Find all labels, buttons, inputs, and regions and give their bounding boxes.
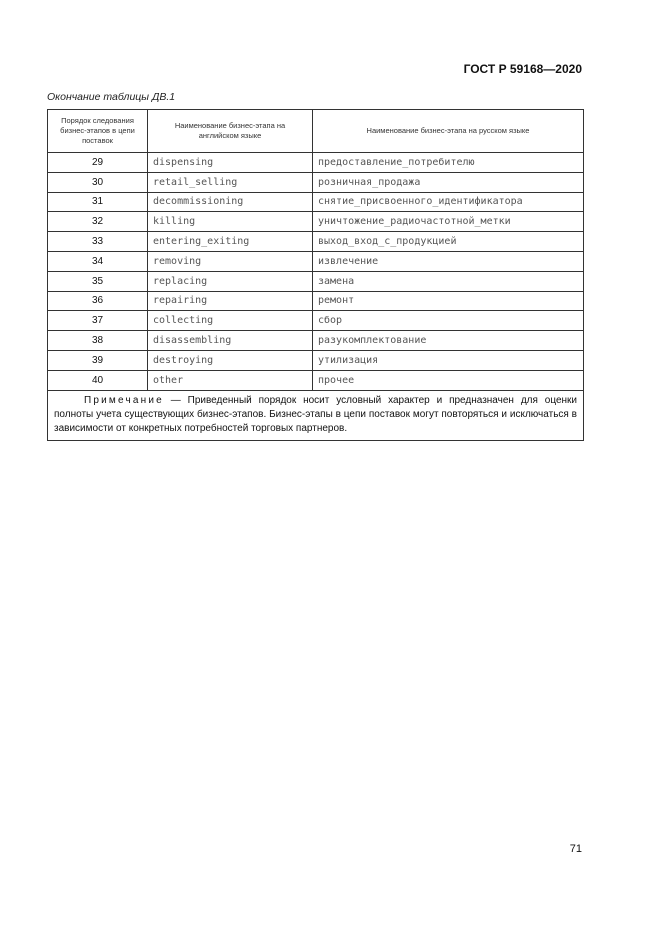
row-russian-name-cell: прочее (313, 370, 584, 390)
row-order-cell: 34 (48, 251, 148, 271)
row-english-name-cell: replacing (148, 271, 313, 291)
row-russian-name-cell: розничная_продажа (313, 172, 584, 192)
row-order-cell: 29 (48, 153, 148, 173)
row-order-cell: 30 (48, 172, 148, 192)
row-russian-name-cell: снятие_присвоенного_идентификатора (313, 192, 584, 212)
row-order-cell: 32 (48, 212, 148, 232)
row-order-cell: 39 (48, 350, 148, 370)
table-row (48, 172, 584, 192)
row-order-cell: 37 (48, 311, 148, 331)
row-english-name-cell: repairing (148, 291, 313, 311)
table-row (48, 271, 584, 291)
row-russian-name-cell: предоставление_потребителю (313, 153, 584, 173)
note-text: — Приведенный порядок носит условный характер и предназначен для оценки полноты учета существующих бизнес-этапов. Бизнес-этапы в цепи поставок могут повторяться и исключаться в зависимости от конкретных потребностей торговых партнеров. (54, 394, 577, 434)
table-body (48, 153, 584, 441)
table-row (48, 232, 584, 252)
column-header-order: Порядок следования бизнес-этапов в цепи поставок (48, 110, 148, 153)
row-russian-name-cell: ремонт (313, 291, 584, 311)
table-row (48, 311, 584, 331)
row-russian-name-cell: утилизация (313, 350, 584, 370)
page-number: 71 (569, 843, 582, 855)
row-english-name-cell: retail_selling (148, 172, 313, 192)
row-russian-name-cell: уничтожение_радиочастотной_метки (313, 212, 584, 232)
row-order-cell: 35 (48, 271, 148, 291)
row-russian-name-cell: сбор (313, 311, 584, 331)
note-label: Примечание (84, 394, 164, 406)
row-english-name-cell: other (148, 370, 313, 390)
row-english-name-cell: killing (148, 212, 313, 232)
row-english-name-cell: dispensing (148, 153, 313, 173)
row-english-name-cell: disassembling (148, 331, 313, 351)
business-steps-table (47, 109, 584, 441)
table-row (48, 350, 584, 370)
row-russian-name-cell: разукомплектование (313, 331, 584, 351)
table-row (48, 153, 584, 173)
row-english-name-cell: destroying (148, 350, 313, 370)
table-note (48, 390, 584, 440)
table-row (48, 370, 584, 390)
row-order-cell: 36 (48, 291, 148, 311)
row-order-cell: 31 (48, 192, 148, 212)
table-header-row (48, 110, 584, 153)
row-english-name-cell: decommissioning (148, 192, 313, 212)
row-order-cell: 40 (48, 370, 148, 390)
row-russian-name-cell: замена (313, 271, 584, 291)
table-row (48, 331, 584, 351)
table-row (48, 251, 584, 271)
row-english-name-cell: entering_exiting (148, 232, 313, 252)
row-order-cell: 33 (48, 232, 148, 252)
standard-code: ГОСТ Р 59168—2020 (463, 62, 582, 76)
row-order-cell: 38 (48, 331, 148, 351)
table-row (48, 192, 584, 212)
row-russian-name-cell: извлечение (313, 251, 584, 271)
table-caption: Окончание таблицы ДВ.1 (47, 91, 176, 103)
row-english-name-cell: removing (148, 251, 313, 271)
row-english-name-cell: collecting (148, 311, 313, 331)
table-row (48, 291, 584, 311)
table-note-row (48, 390, 584, 440)
column-header-russian-name: Наименование бизнес-этапа на русском языке (313, 110, 584, 153)
row-russian-name-cell: выход_вход_с_продукцией (313, 232, 584, 252)
table-row (48, 212, 584, 232)
column-header-english-name: Наименование бизнес-этапа на английском языке (148, 110, 313, 153)
